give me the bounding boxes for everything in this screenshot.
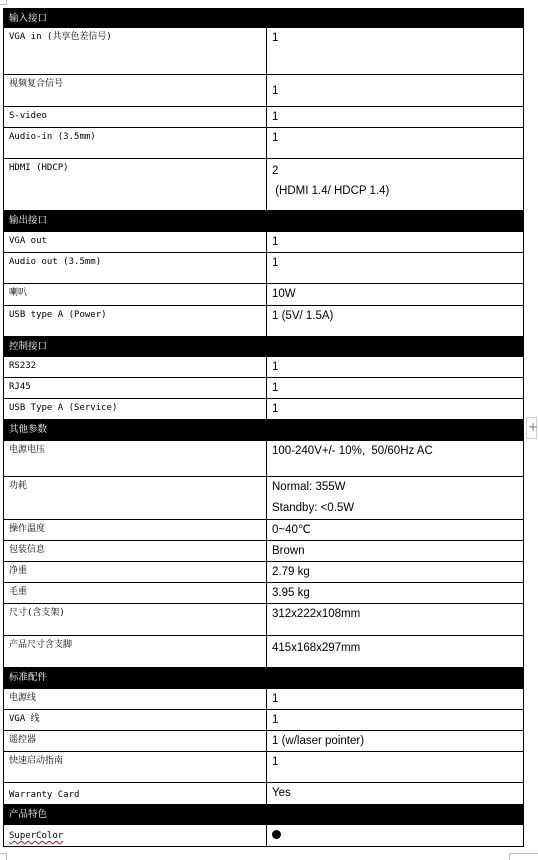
row-value: Yes [267, 783, 524, 805]
table-row [4, 253, 524, 284]
row-value: 1 [267, 689, 524, 710]
row-value: 1 [267, 378, 524, 399]
page-corner-mark [0, 0, 7, 5]
row-label: Audio out (3.5mm) [4, 253, 267, 284]
filled-bullet-icon [272, 830, 281, 839]
row-label: VGA 线 [4, 710, 267, 731]
plus-icon: + [528, 420, 538, 434]
row-label: USB Type A (Service) [4, 399, 267, 420]
table-row [4, 75, 524, 107]
row-label: USB type A (Power) [4, 306, 267, 337]
section-header-accessories [4, 668, 524, 689]
row-label: 产品尺寸含支脚 [4, 636, 267, 668]
section-title: 控制接口 [4, 337, 267, 357]
row-value: 2.79 kg [267, 562, 524, 583]
row-value: 1 [267, 710, 524, 731]
row-label: Audio-in (3.5mm) [4, 128, 267, 159]
table-row [4, 604, 524, 636]
table-row [4, 710, 524, 731]
row-label: VGA out [4, 232, 267, 253]
row-label: S-video [4, 107, 267, 128]
row-value: 1 [267, 107, 524, 128]
row-label: 操作温度 [4, 520, 267, 541]
row-label: RS232 [4, 357, 267, 378]
table-row [4, 232, 524, 253]
table-row [4, 128, 524, 159]
section-title: 其他参数 [4, 420, 267, 441]
section-header-features [4, 805, 524, 825]
section-header-output [4, 211, 524, 232]
row-label: SuperColor [9, 831, 64, 841]
row-value-note: Standby: <0.5W [272, 502, 355, 514]
row-value: 1 [267, 232, 524, 253]
table-row [4, 306, 524, 337]
row-label: VGA in (共享色差信号) [4, 28, 267, 75]
row-value: Brown [267, 541, 524, 562]
table-row [4, 28, 524, 75]
table-row [4, 477, 524, 520]
table-row [4, 636, 524, 668]
row-label: 快速启动指南 [4, 752, 267, 783]
row-value: 1 [267, 28, 524, 75]
row-value: 1 [267, 75, 524, 107]
row-label: 视频复合信号 [4, 75, 267, 107]
table-row [4, 378, 524, 399]
row-label: RJ45 [4, 378, 267, 399]
row-value-note: (HDMI 1.4/ HDCP 1.4) [272, 185, 390, 197]
row-value: 1 [267, 399, 524, 420]
page-corner-mark [509, 853, 538, 860]
section-header-control [4, 337, 524, 357]
section-title: 输出接口 [4, 211, 267, 232]
section-title: 输入接口 [4, 9, 267, 28]
table-row [4, 284, 524, 306]
row-value: 1 (w/laser pointer) [267, 731, 524, 752]
add-column-button[interactable] [526, 417, 537, 439]
row-value: 415x168x297mm [267, 636, 524, 668]
row-value: 1 [267, 357, 524, 378]
table-row [4, 357, 524, 378]
section-header-input [4, 9, 524, 28]
table-row [4, 783, 524, 805]
row-value: Normal: 355W [272, 481, 346, 493]
table-row [4, 541, 524, 562]
row-label: 尺寸(含支架) [4, 604, 267, 636]
row-value: 3.95 kg [267, 583, 524, 604]
section-header-other [4, 420, 524, 441]
spec-table [3, 8, 524, 847]
table-row [4, 159, 524, 211]
row-value: 10W [267, 284, 524, 306]
section-title: 产品特色 [4, 805, 267, 825]
row-label: 毛重 [4, 583, 267, 604]
row-label: 包装信息 [4, 541, 267, 562]
row-label: 电源电压 [4, 441, 267, 477]
table-row [4, 752, 524, 783]
page-corner-mark [0, 853, 7, 860]
row-label: 电源线 [4, 689, 267, 710]
row-value: 100-240V+/- 10%, 50/60Hz AC [267, 441, 524, 477]
row-value: 1 [267, 752, 524, 783]
row-label: Warranty Card [4, 783, 267, 805]
row-value: 1 [267, 128, 524, 159]
row-label: 净重 [4, 562, 267, 583]
row-label: HDMI (HDCP) [4, 159, 267, 211]
table-row [4, 520, 524, 541]
table-row [4, 731, 524, 752]
row-value: 1 (5V/ 1.5A) [267, 306, 524, 337]
table-row [4, 441, 524, 477]
table-row [4, 107, 524, 128]
table-row [4, 583, 524, 604]
table-row [4, 399, 524, 420]
row-label: 功耗 [4, 477, 267, 520]
table-row [4, 825, 524, 847]
row-value: 312x222x108mm [267, 604, 524, 636]
section-title: 标准配件 [4, 668, 267, 689]
row-value: 2 [272, 165, 279, 177]
row-label: 遥控器 [4, 731, 267, 752]
table-row [4, 689, 524, 710]
row-value: 1 [267, 253, 524, 284]
row-label: 喇叭 [4, 284, 267, 306]
row-value: 0~40℃ [267, 520, 524, 541]
table-row [4, 562, 524, 583]
